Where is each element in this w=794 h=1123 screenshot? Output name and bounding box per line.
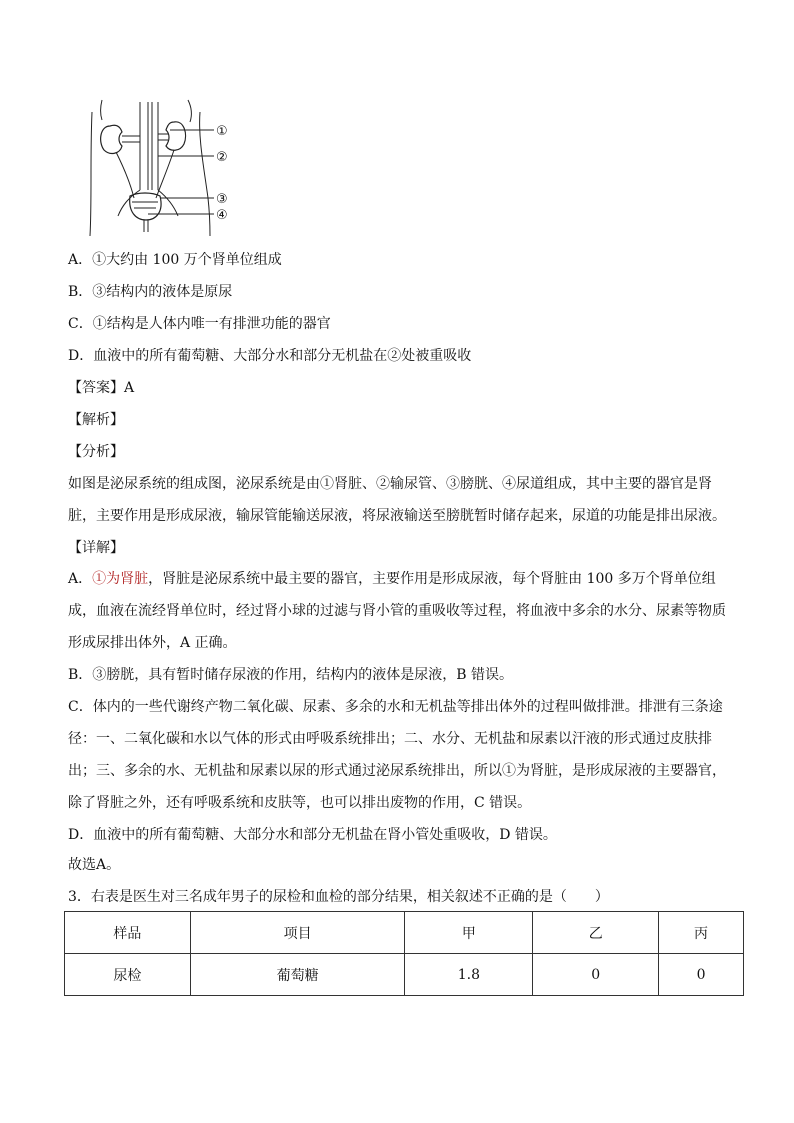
left-kidney [101, 125, 122, 153]
table-cell: 葡萄糖 [190, 954, 405, 996]
table-row [65, 954, 744, 996]
callout-3: ③ [216, 192, 228, 207]
option-c: C．①结构是人体内唯一有排泄功能的器官 [68, 316, 331, 332]
table-header-cell: 项目 [190, 912, 405, 954]
detail-c: C．体内的一些代谢终产物二氧化碳、尿素、多余的水和无机盐等排出体外的过程叫做排泄。排泄有三条途径：一、二氧化碳和水以气体的形式由呼吸系统排出；二、水分、无机盐和尿素以汗液的形式通过皮肤排出；三、多余的水、无机盐和尿素以尿的形式通过泌尿系统排出，所以①为肾脏，是形成尿液的主要器官，除了肾脏之外，还有呼吸系统和皮肤等，也可以排出废物的作用，C 错误。 [68, 699, 726, 811]
answer-label: 【答案】A [68, 380, 135, 396]
fenxi-title: 【分析】 [68, 444, 124, 460]
table-cell: 1.8 [405, 954, 533, 996]
table-header-cell: 样品 [65, 912, 191, 954]
callout-2: ② [216, 150, 228, 165]
detail-a-prefix: A． [68, 571, 93, 587]
callout-1: ① [216, 124, 228, 139]
detail-a-text: ，肾脏是泌尿系统中最主要的器官，主要作用是形成尿液，每个肾脏由 100 多万个肾单位组成，血液在流经肾单位时，经过肾小球的过滤与肾小管的重吸收等过程，将血液中多余的水分、尿素等物质形成尿排出体外，A 正确。 [68, 571, 726, 651]
detail-a [68, 563, 728, 659]
conclusion: 故选A。 [68, 857, 121, 873]
table-cell: 0 [533, 954, 659, 996]
callout-4: ④ [216, 208, 228, 223]
table-header-cell: 乙 [533, 912, 659, 954]
detail-b: B．③膀胱，具有暂时储存尿液的作用，结构内的液体是尿液，B 错误。 [68, 667, 514, 683]
detail-title: 【详解】 [68, 540, 124, 556]
urethra [144, 220, 148, 232]
analysis-title: 【解析】 [68, 412, 124, 428]
right-kidney [166, 122, 186, 150]
question-3: 3．右表是医生对三名成年男子的尿检和血检的部分结果，相关叙述不正确的是（ ） [68, 889, 609, 905]
fenxi-text: 如图是泌尿系统的组成图，泌尿系统是由①肾脏、②输尿管、③膀胱、④尿道组成，其中主要的器官是肾脏，主要作用是形成尿液，输尿管能输送尿液，将尿液输送至膀胱暂时储存起来，尿道的功能是排出尿液。 [68, 476, 726, 524]
table-header-cell: 丙 [659, 912, 744, 954]
detail-a-highlight: ①为肾脏 [92, 571, 149, 587]
option-b: B．③结构内的液体是原尿 [68, 284, 233, 300]
results-table [64, 911, 744, 996]
table-cell: 尿检 [65, 954, 191, 996]
table-header-cell: 甲 [405, 912, 533, 954]
table-header-row [65, 912, 744, 954]
detail-d: D．血液中的所有葡萄糖、大部分水和部分无机盐在肾小管处重吸收，D 错误。 [68, 827, 557, 843]
table-cell: 0 [659, 954, 744, 996]
option-a: A．①大约由 100 万个肾单位组成 [68, 252, 282, 268]
option-d: D．血液中的所有葡萄糖、大部分水和部分无机盐在②处被重吸收 [68, 348, 472, 364]
left-ureter [116, 152, 134, 198]
urinary-system-figure [88, 98, 248, 240]
